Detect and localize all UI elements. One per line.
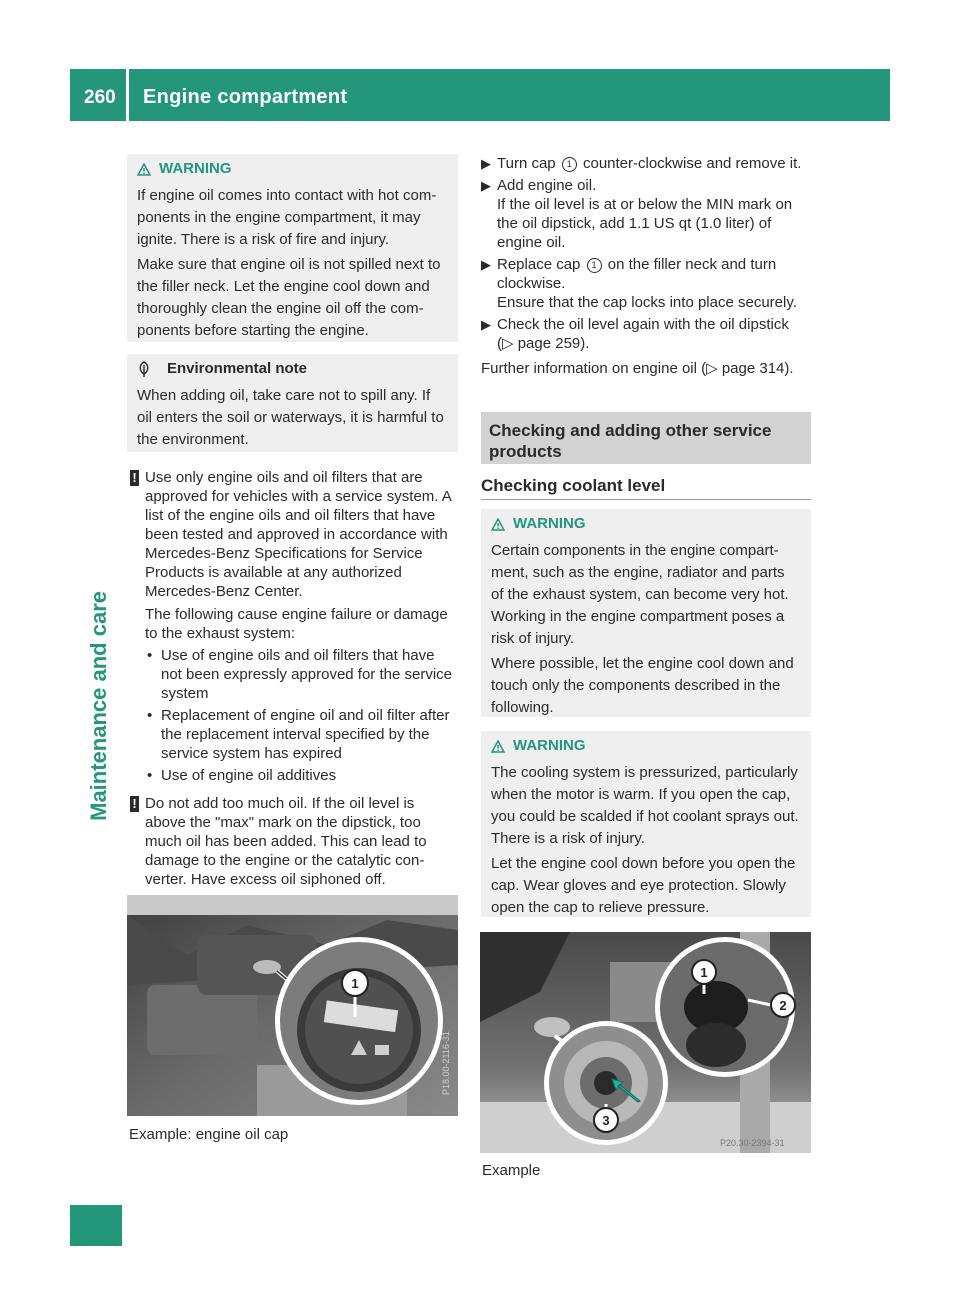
warning-icon bbox=[137, 163, 151, 176]
env-note-heading bbox=[137, 358, 448, 380]
text-line: The cooling system is pressurized, particularly bbox=[491, 764, 798, 781]
leaf-icon bbox=[137, 361, 151, 377]
photo-caption: Example bbox=[482, 1162, 541, 1179]
callout-number: 3 bbox=[602, 1113, 610, 1128]
text-line: There is a risk of injury. bbox=[491, 830, 645, 847]
text-line: ignite. There is a risk of fire and injury. bbox=[137, 231, 390, 248]
further-info: Further information on engine oil (▷ page 314). bbox=[481, 360, 794, 377]
list-item: • Use of engine oil additives bbox=[147, 767, 337, 784]
notice-oil-approval bbox=[130, 468, 460, 785]
warning-heading bbox=[491, 735, 801, 757]
text-line: ponents before starting the engine. bbox=[137, 322, 369, 339]
env-note-title: Environmental note bbox=[167, 360, 308, 377]
arrow-icon: ▶ bbox=[481, 317, 491, 332]
text-line: following. bbox=[491, 699, 554, 716]
text-line: verter. Have excess oil siphoned off. bbox=[145, 871, 386, 888]
arrow-icon: ▶ bbox=[481, 156, 491, 171]
warning-title: WARNING bbox=[159, 160, 232, 177]
text-line: damage to the engine or the catalytic con- bbox=[145, 852, 425, 869]
text-line: Where possible, let the engine cool down and bbox=[491, 655, 794, 672]
warning-title: WARNING bbox=[513, 737, 586, 754]
callout-number: 2 bbox=[779, 998, 787, 1013]
text-line: Mercedes-Benz Specifications for Service bbox=[145, 545, 423, 562]
callout-marker: 1 bbox=[562, 157, 577, 172]
arrow-icon: ▶ bbox=[481, 257, 491, 272]
text-line: touch only the components described in the bbox=[491, 677, 781, 694]
text-line: Certain components in the engine compart- bbox=[491, 542, 779, 559]
notice-overfill bbox=[130, 794, 460, 889]
text-line: to the exhaust system: bbox=[145, 625, 296, 642]
text-line: thoroughly clean the engine oil off the com- bbox=[137, 300, 424, 317]
text-line: the filler neck. Let the engine cool down and bbox=[137, 278, 430, 295]
arrow-icon: ▶ bbox=[481, 178, 491, 193]
exclamation-icon: ! bbox=[130, 470, 139, 486]
text-line: been tested and approved in accordance with bbox=[145, 526, 448, 543]
warning-box-oil bbox=[127, 154, 458, 342]
photo-caption: Example: engine oil cap bbox=[129, 1126, 289, 1143]
text-line: oil enters the soil or waterways, it is harmful to bbox=[137, 409, 444, 426]
text-line: much oil has been added. This can lead to bbox=[145, 833, 427, 850]
text-line: ponents in the engine compartment, it may bbox=[137, 209, 421, 226]
coolant-photo-illustration bbox=[480, 932, 811, 1153]
warning-icon bbox=[491, 740, 505, 753]
list-item: • Use of engine oils and oil filters that have not been expressly approved for the service system bbox=[147, 647, 452, 702]
step-item: ▶ Turn cap 1 counter-clockwise and remove it. bbox=[481, 155, 802, 172]
text-line: cap. Wear gloves and eye protection. Slowly bbox=[491, 877, 786, 894]
text-line: above the "max" mark on the dipstick, too bbox=[145, 814, 421, 831]
sidebar-marker bbox=[70, 1205, 122, 1246]
text-line: Working in the engine compartment poses a bbox=[491, 608, 785, 625]
page-header bbox=[70, 69, 890, 121]
text-line: If engine oil comes into contact with hot com- bbox=[137, 187, 437, 204]
oil-steps bbox=[481, 154, 813, 378]
callout-marker: 1 bbox=[587, 258, 602, 273]
callout-number: 1 bbox=[700, 965, 708, 980]
text-line: list of the engine oils and oil filters that have bbox=[145, 507, 436, 524]
text-line: of the exhaust system, can become very hot. bbox=[491, 586, 789, 603]
text-line: you could be scalded if hot coolant sprays out. bbox=[491, 808, 799, 825]
text-line: The following cause engine failure or damage bbox=[145, 606, 448, 623]
text-line: risk of injury. bbox=[491, 630, 575, 647]
exclamation-icon: ! bbox=[130, 796, 139, 812]
text-line: open the cap to relieve pressure. bbox=[491, 899, 710, 916]
section-label: Maintenance and care bbox=[86, 591, 111, 821]
engine-oil-cap-photo bbox=[127, 895, 458, 1116]
page-number: 260 bbox=[84, 87, 116, 108]
header-divider bbox=[126, 69, 129, 121]
text-line: Make sure that engine oil is not spilled next to bbox=[137, 256, 441, 273]
subsection-heading: Checking coolant level bbox=[481, 475, 811, 500]
step-item: ▶ Replace cap 1 on the filler neck and turn clockwise. Ensure that the cap locks into place securely. bbox=[481, 256, 797, 311]
coolant-reservoir-photo bbox=[480, 932, 811, 1153]
environmental-note-box bbox=[127, 354, 458, 452]
sidebar bbox=[70, 121, 122, 1246]
text-line: Use only engine oils and oil filters that are bbox=[145, 469, 423, 486]
text-line: Products is available at any authorized bbox=[145, 564, 402, 581]
text-line: approved for vehicles with a service system. A bbox=[145, 488, 452, 505]
text-line: Mercedes-Benz Center. bbox=[145, 583, 303, 600]
text-line: when the motor is warm. If you open the cap, bbox=[491, 786, 791, 803]
warning-title: WARNING bbox=[513, 515, 586, 532]
image-code: P18.00-2116-31 bbox=[441, 1031, 451, 1095]
warning-box-pressurized bbox=[481, 731, 811, 917]
image-code: P20.30-2394-31 bbox=[720, 1138, 785, 1148]
warning-icon bbox=[491, 518, 505, 531]
engine-photo-illustration bbox=[127, 895, 458, 1116]
step-item: ▶ Check the oil level again with the oil dipstick (▷ page 259). bbox=[481, 316, 789, 352]
text-line: Let the engine cool down before you open the bbox=[491, 855, 796, 872]
section-label-wrap bbox=[84, 591, 114, 891]
warning-box-hot-components bbox=[481, 509, 811, 717]
text-line: When adding oil, take care not to spill any. If bbox=[137, 387, 431, 404]
text-line: ment, such as the engine, radiator and parts bbox=[491, 564, 785, 581]
step-item: ▶ Add engine oil. If the oil level is at or below the MIN mark on the oil dipstick, add 1.1 US qt (1.0 liter) of engine oil. bbox=[481, 177, 793, 251]
callout-number: 1 bbox=[351, 976, 359, 991]
text-line: Do not add too much oil. If the oil level is bbox=[145, 795, 415, 812]
text-line: the environment. bbox=[137, 431, 249, 448]
list-item: • Replacement of engine oil and oil filter after the replacement interval specified by the service system has expired bbox=[147, 707, 450, 762]
warning-heading bbox=[137, 158, 448, 180]
warning-heading bbox=[491, 513, 801, 535]
page-title: Engine compartment bbox=[143, 86, 348, 108]
section-heading: Checking and adding other service products bbox=[481, 412, 811, 464]
